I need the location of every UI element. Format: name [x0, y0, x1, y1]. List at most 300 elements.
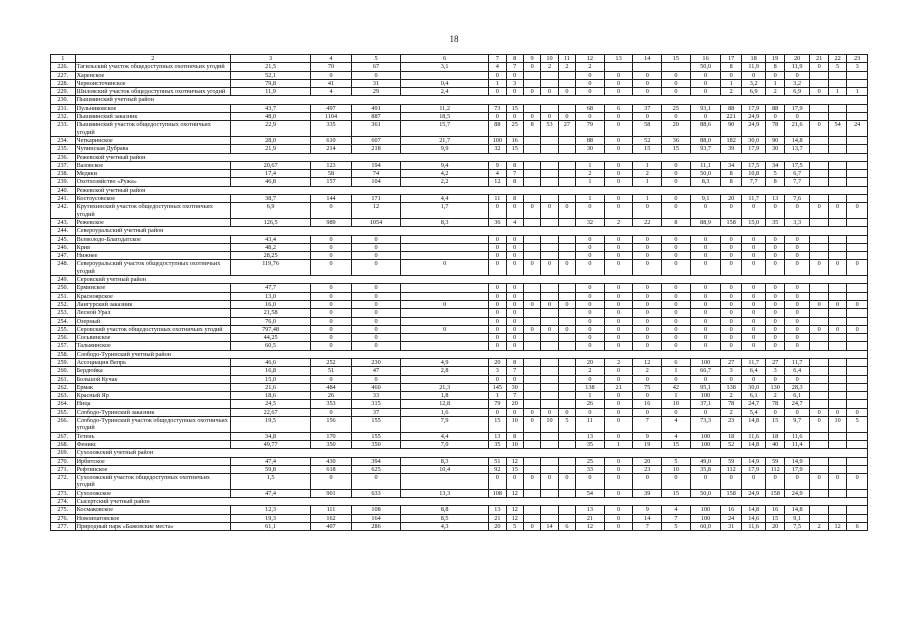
- header-cell: 1: [51, 55, 76, 63]
- row-number: 256.: [51, 334, 76, 342]
- table-cell: 13: [766, 195, 784, 203]
- table-cell: 2: [576, 170, 605, 178]
- table-cell: 27: [721, 358, 741, 366]
- table-cell: 0: [489, 203, 506, 219]
- table-cell: [810, 284, 828, 292]
- table-cell: 0: [506, 113, 523, 121]
- table-cell: 4: [506, 218, 523, 226]
- table-cell: 0: [662, 474, 691, 490]
- table-cell: 0: [662, 195, 691, 203]
- area-name: Ассоциация Вепрь: [75, 358, 231, 366]
- table-cell: 0: [506, 325, 523, 333]
- table-cell: [847, 432, 868, 440]
- table-cell: 8: [721, 178, 741, 186]
- table-cell: 0: [576, 260, 605, 276]
- table-cell: [523, 334, 540, 342]
- table-cell: 0: [810, 325, 828, 333]
- table-cell: 0: [721, 252, 741, 260]
- table-cell: [847, 218, 868, 226]
- table-cell: 8: [506, 358, 523, 366]
- table-cell: 20,67: [231, 161, 311, 169]
- table-row: [51, 342, 868, 350]
- table-cell: 14,8: [741, 506, 766, 514]
- row-number: 238.: [51, 170, 76, 178]
- table-cell: [828, 113, 846, 121]
- row-number: 241.: [51, 195, 76, 203]
- table-row: [51, 522, 868, 530]
- table-cell: 335: [311, 121, 352, 137]
- table-cell: 0: [784, 300, 810, 308]
- table-cell: 12: [506, 457, 523, 465]
- row-number: 247.: [51, 252, 76, 260]
- header-cell: 14: [633, 55, 662, 63]
- table-cell: [828, 342, 846, 350]
- table-cell: 21,7: [401, 136, 489, 144]
- table-cell: 0: [766, 284, 784, 292]
- table-cell: 0: [690, 309, 721, 317]
- table-cell: 4,4: [401, 432, 489, 440]
- table-cell: 38,7: [231, 195, 311, 203]
- table-cell: [847, 342, 868, 350]
- table-cell: [523, 195, 540, 203]
- table-cell: 0: [506, 284, 523, 292]
- table-cell: 70: [311, 63, 352, 71]
- table-cell: 34: [766, 161, 784, 169]
- table-cell: 0: [506, 88, 523, 96]
- area-name: Слободо-Туринский заказник: [75, 408, 231, 416]
- table-cell: 6: [847, 522, 868, 530]
- table-cell: 158: [721, 489, 741, 497]
- table-cell: 0: [810, 121, 828, 137]
- table-cell: 51: [311, 367, 352, 375]
- table-cell: 0: [741, 325, 766, 333]
- table-cell: 230: [351, 358, 400, 366]
- table-cell: [558, 178, 575, 186]
- table-cell: 21: [576, 514, 605, 522]
- district-name: Режевской учетный район: [75, 186, 867, 194]
- table-cell: [558, 284, 575, 292]
- table-cell: 22,67: [231, 408, 311, 416]
- area-name: Медяки: [75, 170, 231, 178]
- table-cell: [847, 392, 868, 400]
- table-cell: [523, 161, 540, 169]
- table-row: [51, 317, 868, 325]
- table-cell: 8: [766, 63, 784, 71]
- area-name: Чупинская Дубрава: [75, 145, 231, 153]
- table-cell: 11,9: [231, 88, 311, 96]
- table-cell: [828, 358, 846, 366]
- area-name: Красноярское: [75, 292, 231, 300]
- table-row: [51, 367, 868, 375]
- row-number: 268.: [51, 440, 76, 448]
- table-row: [51, 392, 868, 400]
- table-cell: 218: [351, 145, 400, 153]
- table-cell: 16: [721, 506, 741, 514]
- table-cell: [828, 383, 846, 391]
- table-cell: 15: [766, 514, 784, 522]
- table-cell: [558, 489, 575, 497]
- row-number: 237.: [51, 161, 76, 169]
- table-cell: 144: [311, 195, 352, 203]
- table-cell: 58: [633, 121, 662, 137]
- table-cell: 0: [489, 408, 506, 416]
- table-cell: 92: [489, 465, 506, 473]
- table-cell: 20: [489, 522, 506, 530]
- table-cell: 7: [506, 63, 523, 71]
- table-cell: 100: [690, 392, 721, 400]
- table-cell: [810, 358, 828, 366]
- table-cell: 9,4: [401, 161, 489, 169]
- area-name: Харенское: [75, 71, 231, 79]
- area-name: Шиловский участок общедоступных охотничьих угодий: [75, 88, 231, 96]
- table-cell: 44,25: [231, 334, 311, 342]
- table-cell: [558, 457, 575, 465]
- table-cell: 0: [506, 243, 523, 251]
- table-cell: 0: [690, 79, 721, 87]
- row-number: 257.: [51, 342, 76, 350]
- table-cell: 0: [741, 309, 766, 317]
- table-cell: 0: [604, 113, 633, 121]
- table-cell: 0: [828, 325, 846, 333]
- table-cell: 0: [662, 252, 691, 260]
- table-cell: 58: [311, 170, 352, 178]
- table-cell: 0: [690, 474, 721, 490]
- table-row: [51, 358, 868, 366]
- district-name: Сысертский учетный район: [75, 498, 867, 506]
- table-cell: 0: [604, 432, 633, 440]
- table-cell: 0: [489, 292, 506, 300]
- table-cell: 0: [633, 342, 662, 350]
- table-cell: 53: [541, 121, 558, 137]
- table-cell: 0: [604, 136, 633, 144]
- table-cell: 0: [523, 417, 540, 433]
- table-cell: [523, 145, 540, 153]
- table-cell: 0: [633, 243, 662, 251]
- table-cell: 13,3: [401, 489, 489, 497]
- table-cell: 0: [541, 260, 558, 276]
- table-cell: 0: [721, 243, 741, 251]
- table-cell: 15,0: [741, 218, 766, 226]
- table-cell: 37,1: [690, 400, 721, 408]
- table-cell: [847, 514, 868, 522]
- table-cell: 0: [558, 113, 575, 121]
- table-cell: [810, 367, 828, 375]
- table-cell: [847, 243, 868, 251]
- table-cell: 35: [766, 218, 784, 226]
- table-cell: 40: [766, 440, 784, 448]
- header-cell: 11: [558, 55, 575, 63]
- table-cell: 100: [690, 358, 721, 366]
- table-row: [51, 334, 868, 342]
- table-cell: [541, 489, 558, 497]
- table-cell: 0: [311, 317, 352, 325]
- table-row: [51, 408, 868, 416]
- table-cell: [558, 292, 575, 300]
- table-cell: 0: [784, 71, 810, 79]
- table-cell: [541, 334, 558, 342]
- table-cell: [828, 367, 846, 375]
- table-cell: 0: [784, 235, 810, 243]
- table-cell: 0: [847, 474, 868, 490]
- table-cell: 0: [784, 252, 810, 260]
- table-cell: [847, 383, 868, 391]
- table-cell: 100: [690, 432, 721, 440]
- table-cell: 3,3: [784, 218, 810, 226]
- table-cell: [810, 136, 828, 144]
- table-cell: 0: [741, 375, 766, 383]
- table-cell: 5,4: [741, 408, 766, 416]
- table-cell: 16: [633, 400, 662, 408]
- table-cell: 0: [541, 474, 558, 490]
- table-cell: [541, 79, 558, 87]
- table-cell: 0: [721, 309, 741, 317]
- table-cell: 0: [541, 408, 558, 416]
- table-cell: 43,7: [231, 104, 311, 112]
- table-cell: 0: [690, 325, 721, 333]
- table-cell: 88: [721, 104, 741, 112]
- table-cell: 0: [311, 300, 352, 308]
- table-cell: [401, 309, 489, 317]
- table-cell: 11,7: [741, 195, 766, 203]
- table-cell: 12: [351, 203, 400, 219]
- table-cell: 1: [721, 79, 741, 87]
- table-cell: 7: [506, 170, 523, 178]
- table-cell: 1104: [311, 113, 352, 121]
- table-cell: [847, 440, 868, 448]
- table-row: [51, 489, 868, 497]
- table-cell: 61,1: [231, 522, 311, 530]
- table-cell: 3,1: [401, 63, 489, 71]
- table-cell: 0: [604, 252, 633, 260]
- table-cell: 4: [662, 506, 691, 514]
- row-number: 244.: [51, 227, 76, 235]
- table-cell: [828, 145, 846, 153]
- district-name: Режевской учетный район: [75, 153, 867, 161]
- table-cell: [523, 252, 540, 260]
- table-cell: 8: [506, 178, 523, 186]
- row-number: 252.: [51, 300, 76, 308]
- table-cell: 15: [662, 145, 691, 153]
- table-cell: 0: [662, 243, 691, 251]
- table-cell: 8,5: [401, 514, 489, 522]
- header-cell: 21: [810, 55, 828, 63]
- table-cell: 3: [766, 367, 784, 375]
- table-cell: 0: [351, 334, 400, 342]
- table-cell: [541, 375, 558, 383]
- table-cell: [847, 161, 868, 169]
- table-cell: 0: [810, 260, 828, 276]
- table-cell: 0: [828, 474, 846, 490]
- table-cell: 26: [576, 400, 605, 408]
- row-number: 259.: [51, 358, 76, 366]
- table-cell: 20: [633, 457, 662, 465]
- table-row: [51, 383, 868, 391]
- table-cell: 0: [766, 252, 784, 260]
- table-cell: [558, 195, 575, 203]
- row-number: 228.: [51, 79, 76, 87]
- area-name: Пульниковское: [75, 104, 231, 112]
- table-cell: [810, 432, 828, 440]
- table-cell: 11,9: [784, 63, 810, 71]
- table-cell: 2,2: [401, 178, 489, 186]
- table-cell: 0: [506, 235, 523, 243]
- table-cell: 20: [576, 358, 605, 366]
- table-cell: [828, 375, 846, 383]
- table-cell: 145: [489, 383, 506, 391]
- table-cell: 0: [741, 235, 766, 243]
- table-cell: 20: [506, 400, 523, 408]
- table-cell: 0: [690, 203, 721, 219]
- table-cell: [847, 235, 868, 243]
- table-cell: 1054: [351, 218, 400, 226]
- table-cell: [558, 465, 575, 473]
- table-cell: [523, 506, 540, 514]
- table-cell: 0: [690, 292, 721, 300]
- table-cell: 32: [576, 218, 605, 226]
- table-cell: 0: [847, 203, 868, 219]
- table-cell: [558, 317, 575, 325]
- table-cell: 4,3: [401, 522, 489, 530]
- table-cell: 0: [690, 408, 721, 416]
- table-cell: 66,7: [690, 367, 721, 375]
- table-cell: 0: [351, 300, 400, 308]
- table-cell: 7,5: [784, 522, 810, 530]
- table-cell: [828, 457, 846, 465]
- table-cell: 164: [351, 514, 400, 522]
- table-cell: 0: [633, 375, 662, 383]
- table-cell: [558, 358, 575, 366]
- table-cell: 35: [576, 440, 605, 448]
- table-cell: 67: [351, 63, 400, 71]
- row-number: 253.: [51, 309, 76, 317]
- table-row: [51, 71, 868, 79]
- table-cell: [810, 104, 828, 112]
- table-cell: 14,8: [784, 136, 810, 144]
- table-cell: 0: [523, 408, 540, 416]
- table-cell: 54: [576, 489, 605, 497]
- table-cell: 0: [604, 392, 633, 400]
- table-cell: 1,7: [401, 203, 489, 219]
- table-cell: 0: [311, 203, 352, 219]
- table-cell: 5: [558, 417, 575, 433]
- area-name: Природный парк «Бажовские места»: [75, 522, 231, 530]
- table-cell: 0: [604, 203, 633, 219]
- table-cell: 625: [351, 465, 400, 473]
- table-cell: 0: [784, 334, 810, 342]
- table-cell: 0: [741, 252, 766, 260]
- table-cell: 0: [506, 71, 523, 79]
- table-cell: [847, 358, 868, 366]
- table-cell: 41: [311, 79, 352, 87]
- header-cell: 4: [311, 55, 352, 63]
- table-cell: [401, 71, 489, 79]
- table-cell: 60,0: [690, 522, 721, 530]
- table-cell: 0: [311, 292, 352, 300]
- table-cell: 112: [721, 465, 741, 473]
- table-cell: 52: [633, 136, 662, 144]
- area-name: Крутихинский участок общедоступных охотничьих угодий: [75, 203, 231, 219]
- table-cell: 0: [351, 71, 400, 79]
- table-cell: 0: [633, 284, 662, 292]
- row-number: 245.: [51, 235, 76, 243]
- table-cell: 0: [662, 292, 691, 300]
- table-cell: 13,0: [231, 292, 311, 300]
- table-cell: 7: [662, 514, 691, 522]
- table-cell: 34,8: [231, 432, 311, 440]
- table-cell: 7: [633, 522, 662, 530]
- table-row: [51, 457, 868, 465]
- table-cell: 0: [311, 375, 352, 383]
- table-cell: 24: [721, 514, 741, 522]
- table-cell: [828, 440, 846, 448]
- table-cell: [847, 178, 868, 186]
- table-cell: [523, 170, 540, 178]
- table-cell: 59,8: [231, 465, 311, 473]
- table-row: [51, 113, 868, 121]
- table-cell: 17,9: [784, 104, 810, 112]
- table-cell: 12: [633, 358, 662, 366]
- table-cell: 1,6: [401, 408, 489, 416]
- table-cell: 4: [662, 417, 691, 433]
- table-cell: 0: [541, 325, 558, 333]
- table-cell: 497: [311, 104, 352, 112]
- table-cell: 0: [690, 260, 721, 276]
- row-number: 235.: [51, 145, 76, 153]
- table-cell: [541, 514, 558, 522]
- table-cell: 0: [604, 514, 633, 522]
- header-cell: 15: [662, 55, 691, 63]
- table-cell: 0: [351, 474, 400, 490]
- table-cell: 0: [766, 292, 784, 300]
- table-cell: 0: [741, 71, 766, 79]
- table-cell: 19: [633, 440, 662, 448]
- header-cell: 18: [741, 55, 766, 63]
- area-name: Бердюйка: [75, 367, 231, 375]
- header-cell: 9: [523, 55, 540, 63]
- table-cell: 4: [489, 170, 506, 178]
- district-header-row: [51, 186, 868, 194]
- table-cell: 1,5: [231, 474, 311, 490]
- table-cell: [541, 284, 558, 292]
- district-header-row: [51, 498, 868, 506]
- table-cell: 0: [576, 235, 605, 243]
- table-cell: 0: [662, 334, 691, 342]
- table-cell: 19,5: [231, 417, 311, 433]
- area-name: Ерминское: [75, 284, 231, 292]
- table-cell: 11,7: [741, 358, 766, 366]
- table-cell: 0: [847, 260, 868, 276]
- table-cell: 1: [633, 178, 662, 186]
- table-cell: 0: [662, 79, 691, 87]
- table-cell: 0: [604, 178, 633, 186]
- table-cell: 0: [721, 325, 741, 333]
- row-number: 271.: [51, 465, 76, 473]
- table-cell: 20: [489, 358, 506, 366]
- table-cell: 21,58: [231, 309, 311, 317]
- table-cell: 31: [351, 79, 400, 87]
- table-cell: 123: [311, 161, 352, 169]
- table-cell: [401, 375, 489, 383]
- table-cell: 36: [662, 136, 691, 144]
- table-cell: 0: [847, 325, 868, 333]
- table-cell: 4,9: [401, 358, 489, 366]
- table-cell: 10: [541, 417, 558, 433]
- table-cell: 22,9: [231, 121, 311, 137]
- table-cell: 5: [847, 417, 868, 433]
- header-cell: 2: [75, 55, 231, 63]
- table-cell: 15,7: [401, 121, 489, 137]
- table-cell: [828, 218, 846, 226]
